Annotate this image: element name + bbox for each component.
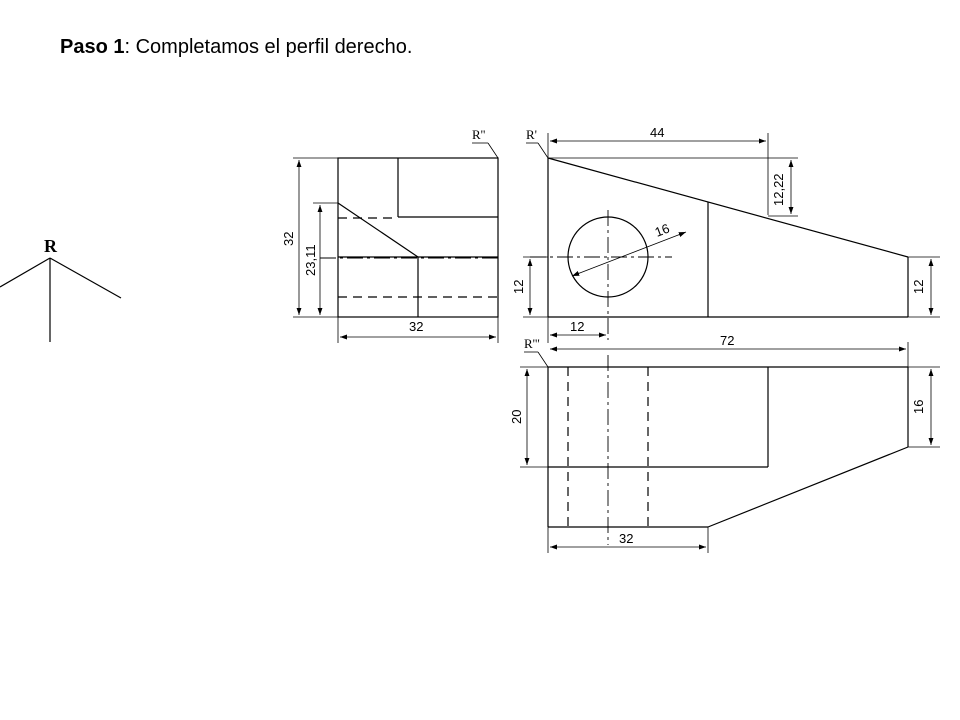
dim-elev-right-height: 12 [911, 279, 926, 294]
elev-slope [548, 158, 908, 257]
dim-plan-left-depth: 20 [509, 409, 524, 424]
elev-label: R' [526, 127, 538, 142]
dim-line-elev-diameter [572, 232, 686, 276]
dim-elev-drop: 12,22 [771, 173, 786, 206]
axis-right [50, 258, 121, 298]
title-step: Paso 1 [60, 36, 125, 58]
dim-elev-left-height: 12 [511, 279, 526, 294]
title-text: : Completamos el perfil derecho. [124, 36, 413, 58]
dim-plan-bottom-width: 32 [619, 531, 634, 546]
dim-elev-diameter: 16 [652, 220, 672, 240]
axis-label: R [44, 236, 57, 256]
axis-left [0, 258, 50, 287]
plan-slope [708, 447, 908, 527]
plan-view [509, 333, 940, 553]
profile-label: R'' [472, 127, 486, 142]
profile-slope [338, 203, 418, 257]
elev-leader [538, 143, 548, 158]
plan-leader [538, 352, 548, 367]
dim-prof-width: 32 [409, 319, 424, 334]
dim-elev-width: 44 [650, 125, 665, 140]
dim-plan-right-depth: 16 [911, 399, 926, 414]
profile-view [281, 127, 498, 343]
plan-label: R''' [524, 336, 540, 351]
axis-system [0, 236, 121, 342]
elevation-view [511, 125, 940, 343]
dim-prof-inner-height: 23,11 [303, 244, 318, 276]
dim-plan-width: 72 [720, 333, 735, 348]
dim-elev-hole-x: 12 [570, 319, 585, 334]
dim-prof-height: 32 [281, 231, 296, 246]
profile-leader [488, 143, 498, 158]
